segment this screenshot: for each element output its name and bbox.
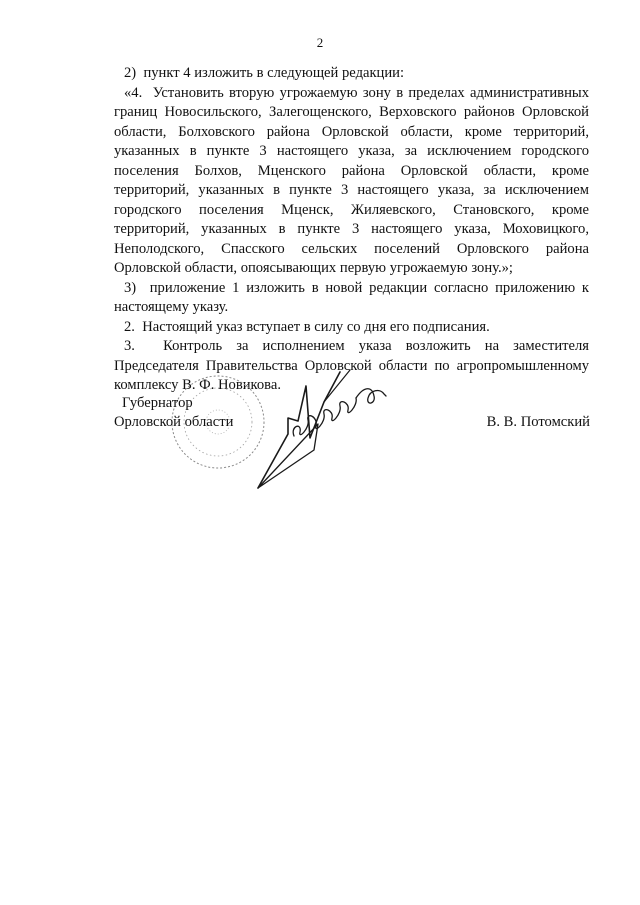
- signatory-title-line2: Орловской области: [114, 414, 234, 430]
- signatory-title: [114, 394, 233, 432]
- paragraph-item-2: 2) пункт 4 изложить в следующей редакции:: [124, 65, 405, 81]
- signatory-name: В. В. Потомский: [486, 414, 590, 430]
- paragraph-item-3: 3) приложение 1 изложить в новой редакции согласно приложению к настоящему указу.: [114, 279, 589, 315]
- handwritten-signature-image: [254, 366, 414, 496]
- paragraph-clause-2: 2. Настоящий указ вступает в силу со дня его подписания.: [124, 318, 490, 335]
- page-number: 2: [316, 35, 324, 50]
- signatory-title-line1: Губернатор: [122, 395, 193, 411]
- paragraph-amendment-text: «4. Установить вторую угрожаемую зону в пределах административных границ Новосильского, Залегощенского, Верховского районов Орловской области, Болховского района Орловской области, кроме территорий, указанных в пункте 3 настоящего указа, за исключением городского поселения Болхов, Мценского района Орловской области, кроме территорий, указанных в пункте 3 настоящего указа, за исключением городского поселения Мценск, Жиляевского, Становского, кроме территорий, указанных в пункте 3 настоящего указа, Моховицкого, Неполодского, Спасского сельских поселений Орловского района Орловской области, опоясывающих первую угрожаемую зону.»;: [114, 84, 589, 276]
- signature-block: [114, 394, 590, 504]
- document-body: [114, 64, 589, 396]
- paragraph-clause-3: 3. Контроль за исполнением указа возложить на заместителя Председателя Правительства Орловской области по агропромышленному комплексу В. Ф. Новикова.: [114, 338, 589, 393]
